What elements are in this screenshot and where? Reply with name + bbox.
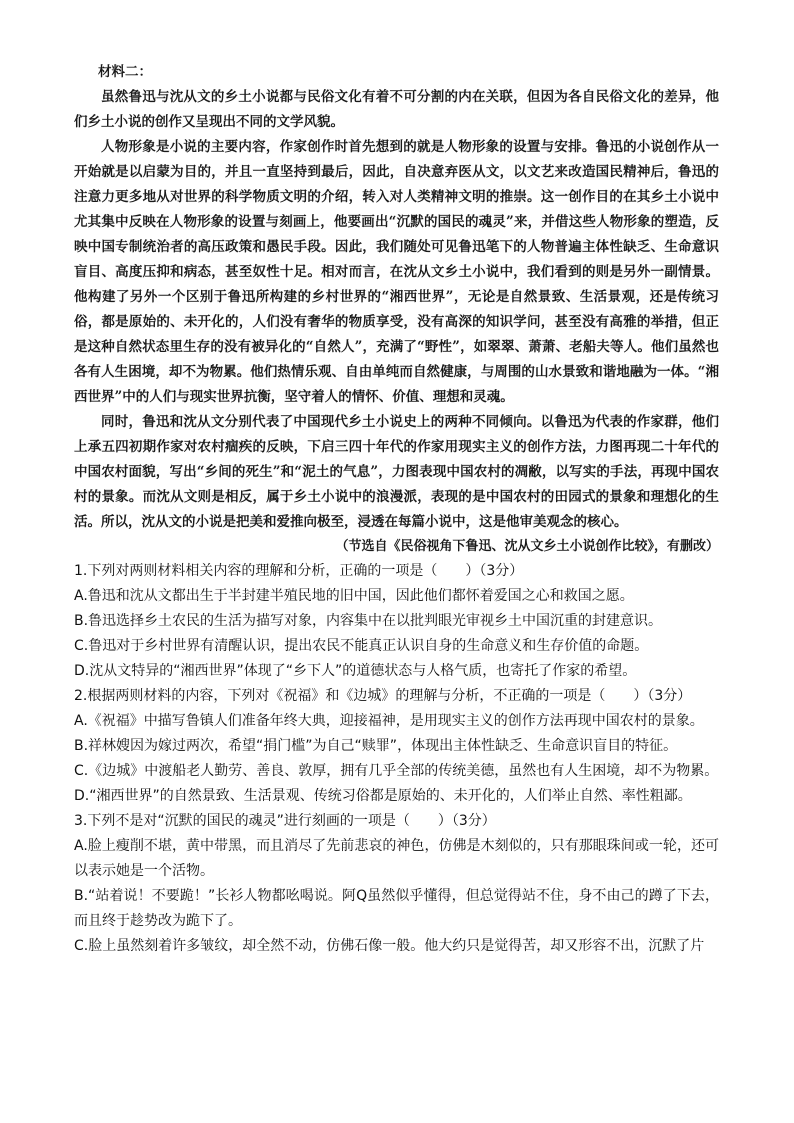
- question-stem: 3.下列不是对“沉默的国民的魂灵”进行刻画的一项是（ ）（3分）: [74, 813, 496, 829]
- question-option-d: D.“湘西世界”的自然景致、生活景观、传统习俗都是原始的、未开化的，人们举止自然、率性粗鄙。: [74, 788, 692, 804]
- question-option-c: C.鲁迅对于乡村世界有清醒认识，提出农民不能真正认识自身的生命意义和生存价值的命题。: [74, 638, 649, 654]
- question-3: [74, 809, 719, 959]
- material-paragraph-3: 同时，鲁迅和沈从文分别代表了中国现代乡土小说史上的两种不同倾向。以鲁迅为代表的作家群，他们上承五四初期作家对农村痼疾的反映，下启三四十年代的作家用现实主义的创作方法，力图再现二十年代的中国农村面貌，写出“乡间的死生”和“泥土的气息”，力图表现中国农村的凋敝，以写实的手法，再现中国农村的景象。而沈从文则是相反，属于乡土小说中的浪漫派，表现的是中国农村的田园式的景象和理想化的生活。所以，沈从文的小说是把美和爱推向极至，浸透在每篇小说中，这是他审美观念的核心。: [74, 414, 719, 530]
- material-paragraph-2: 人物形象是小说的主要内容，作家创作时首先想到的就是人物形象的设置与安排。鲁迅的小说创作从一开始就是以启蒙为目的，并且一直坚持到最后，因此，自决意弃医从文，以文艺来改造国民精神后，鲁迅的注意力更多地从对世界的科学物质文明的介绍，转入对人类精神文明的推崇。这一创作目的在其乡土小说中尤其集中反映在人物形象的设置与刻画上，他要画出“沉默的国民的魂灵”来，并借这些人物形象的塑造，反映中国专制统治者的高压政策和愚民手段。因此，我们随处可见鲁迅笔下的人物普遍主体性缺乏、生命意识盲目、高度压抑和病态，甚至奴性十足。相对而言，在沈从文乡土小说中，我们看到的则是另外一副情景。他构建了另外一个区别于鲁迅所构建的乡村世界的“湘西世界”，无论是自然景致、生活景观，还是传统习俗，都是原始的、未开化的，人们没有奢华的物质享受，没有高深的知识学问，甚至没有高雅的举措，但正是这种自然状态里生存的没有被异化的“自然人”，充满了“野性”，如翠翠、萧萧、老船夫等人。他们虽然也各有人生困境，却不为物累。他们热情乐观、自由单纯而自然健康，与周围的山水景致和谐地融为一体。“湘西世界”中的人们与现实世界抗衡，坚守着人的情怀、价值、理想和灵魂。: [74, 139, 719, 405]
- material-label: 材料二：: [98, 64, 152, 80]
- question-2: [74, 684, 719, 809]
- question-option-b: B.鲁迅选择乡土农民的生活为描写对象，内容集中在以批判眼光审视乡土中国沉重的封建意识。: [74, 613, 663, 629]
- question-option-a: A.鲁迅和沈从文都出生于半封建半殖民地的旧中国，因此他们都怀着爱国之心和救国之愿。: [74, 588, 634, 604]
- question-stem: 2.根据两则材料的内容，下列对《祝福》和《边城》的理解与分析，不正确的一项是（ ）（3分）: [74, 688, 692, 704]
- question-option-a: A.《祝福》中描写鲁镇人们准备年终大典，迎接福神，是用现实主义的创作方法再现中国农村的景象。: [74, 713, 704, 729]
- question-stem: 1.下列对两则材料相关内容的理解和分析，正确的一项是（ ）（3分）: [74, 563, 524, 579]
- question-option-d: D.沈从文特异的“湘西世界”体现了“乡下人”的道德状态与人格气质，也寄托了作家的希望。: [74, 663, 637, 679]
- question-1: [74, 559, 719, 684]
- material-source: （节选自《民俗视角下鲁迅、沈从文乡土小说创作比较》，有删改）: [335, 539, 719, 554]
- material-paragraph-1: 虽然鲁迅与沈从文的乡土小说都与民俗文化有着不可分割的内在关联，但因为各自民俗文化的差异，他们乡土小说的创作又呈现出不同的文学风貌。: [74, 89, 719, 130]
- question-option-b: B.祥林嫂因为嫁过两次，希望“捐门槛”为自己“赎罪”，体现出主体性缺乏、生命意识盲目的特征。: [74, 738, 678, 754]
- question-option-b: B.“站着说！不要跪！”长衫人物都吆喝说。阿Q虽然似乎懂得，但总觉得站不住，身不由己的蹲了下去，而且终于趁势改为跪下了。: [74, 888, 719, 929]
- page-content: [74, 60, 719, 959]
- question-option-c: C.《边城》中渡船老人勤劳、善良、敦厚，拥有几乎全部的传统美德，虽然也有人生困境，却不为物累。: [74, 763, 719, 779]
- question-option-c: C.脸上虽然刻着许多皱纹，却全然不动，仿佛石像一般。他大约只是觉得苦，却又形容不出，沉默了片: [74, 938, 705, 954]
- question-option-a: A.脸上瘦削不堪，黄中带黑，而且消尽了先前悲哀的神色，仿佛是木刻似的，只有那眼珠间或一轮，还可以表示她是一个活物。: [74, 838, 719, 879]
